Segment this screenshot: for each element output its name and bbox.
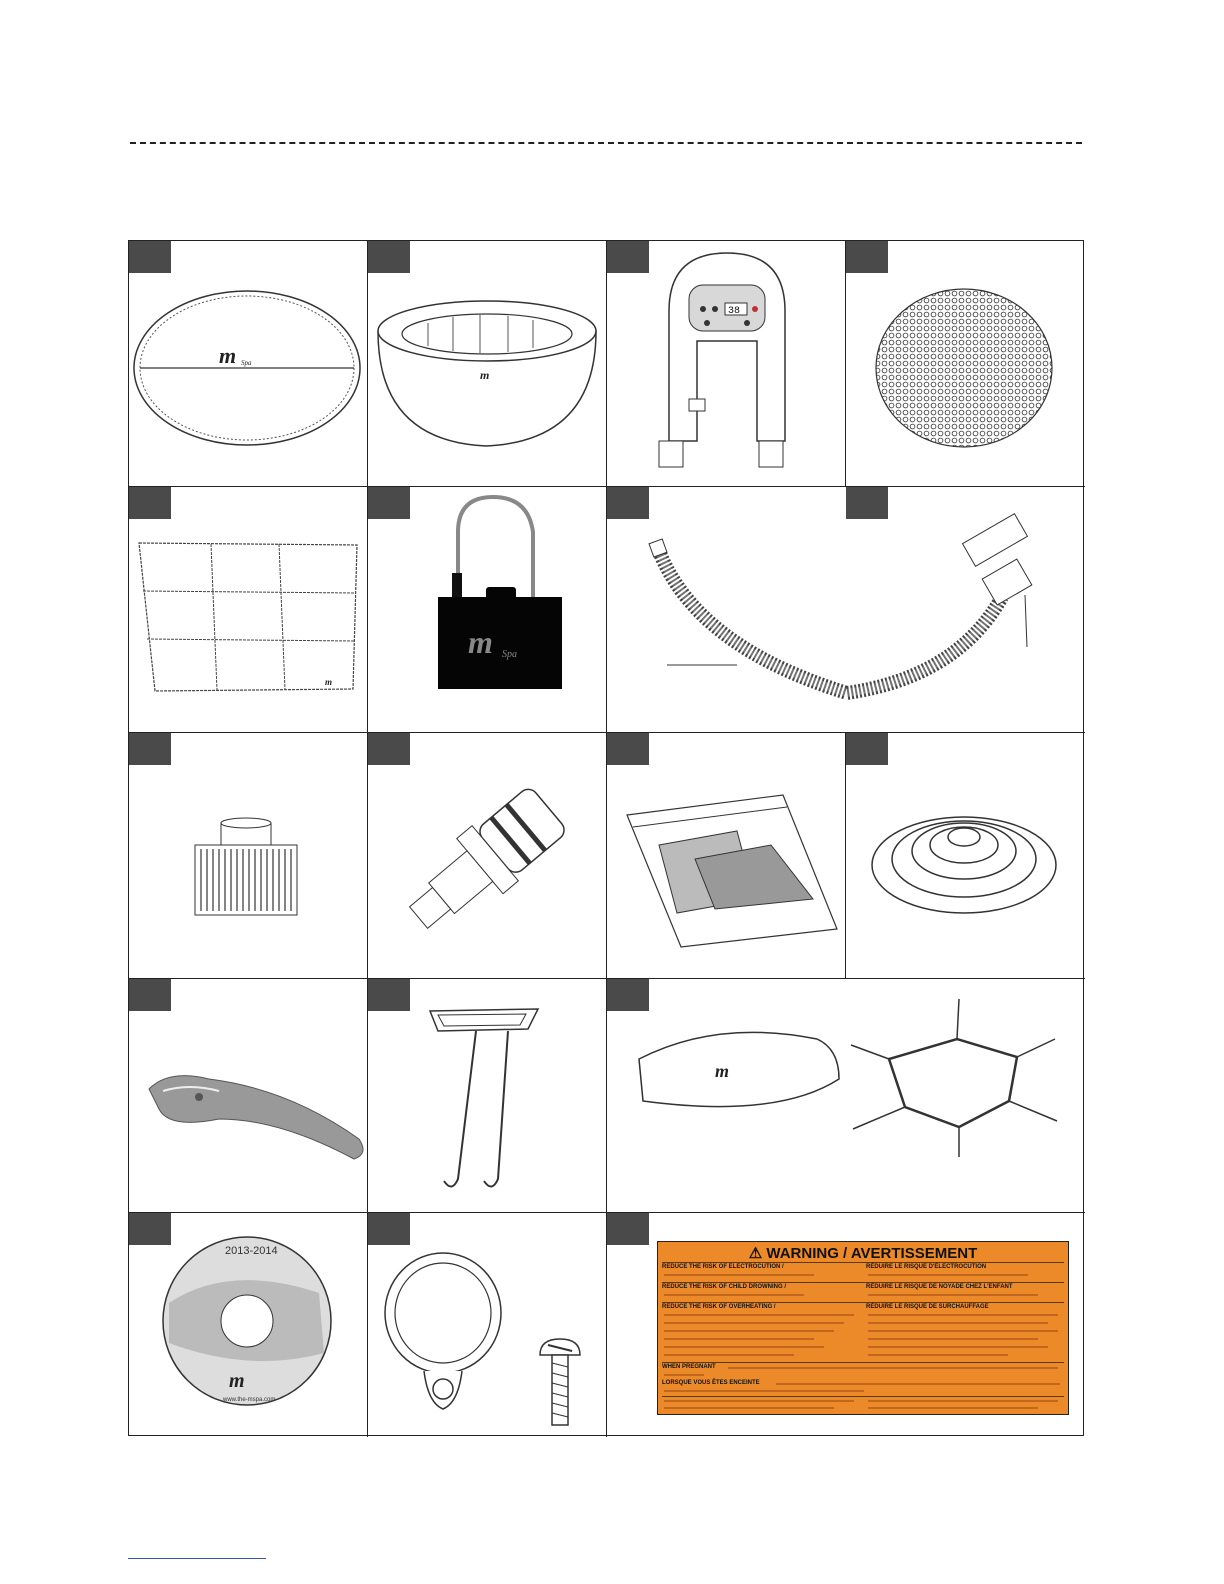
warning-fine-print <box>664 1346 824 1348</box>
part-number-tag <box>607 1213 649 1245</box>
warning-overheating-en: REDUCE THE RISK OF OVERHEATING / <box>662 1304 776 1310</box>
carry-bag-illustration <box>368 487 607 733</box>
svg-text:m: m <box>468 624 493 660</box>
warning-fine-print <box>664 1294 804 1296</box>
warning-divider <box>662 1262 1064 1263</box>
part-cell-control-unit <box>607 241 846 487</box>
warning-fine-print <box>664 1407 834 1409</box>
control-panel-display: 38 <box>728 306 741 317</box>
cover-hanger-illustration <box>368 979 607 1213</box>
warning-drowning-en: REDUCE THE RISK OF CHILD DROWNING / <box>662 1284 786 1290</box>
warning-fine-print <box>664 1354 794 1356</box>
part-cell-filter-cartridge <box>129 733 368 979</box>
floor-protector-illustration <box>129 487 368 733</box>
cover-ring-screw-illustration <box>368 1213 607 1437</box>
part-cell-valve-connector <box>368 733 607 979</box>
valve-connector-illustration <box>368 733 607 979</box>
part-cell-ground-mat <box>129 241 368 487</box>
warning-fine-print <box>868 1338 1038 1340</box>
warning-fine-print <box>868 1314 1058 1316</box>
warning-fine-print <box>664 1400 854 1402</box>
inflation-handle-illustration <box>129 979 368 1213</box>
warning-fine-print <box>664 1390 864 1392</box>
cd-year-label: 2013-2014 <box>225 1245 278 1257</box>
warning-fine-print <box>664 1374 704 1376</box>
part-cell-cd <box>129 1213 368 1437</box>
warning-electrocution-fr: RÉDUIRE LE RISQUE D'ÉLECTROCUTION <box>866 1264 987 1270</box>
svg-text:m: m <box>480 368 490 382</box>
parts-grid <box>128 240 1084 1436</box>
part-cell-inflation-handle <box>129 979 368 1213</box>
warning-fine-print <box>868 1346 1048 1348</box>
part-cell-carry-bag <box>368 487 607 733</box>
part-cell-air-valve-cap <box>846 733 1085 979</box>
warning-fine-print <box>868 1330 1058 1332</box>
spa-body-illustration <box>368 241 607 487</box>
filter-cartridge-illustration <box>129 733 368 979</box>
dashed-divider <box>130 142 1082 144</box>
warning-fine-print <box>664 1330 834 1332</box>
warning-triangle-icon: ⚠ <box>748 1245 767 1262</box>
warning-fine-print <box>868 1407 1038 1409</box>
warning-label <box>657 1241 1069 1415</box>
svg-text:Spa: Spa <box>502 649 517 660</box>
filter-mesh-illustration <box>846 241 1085 487</box>
cd-url-label: www.the-mspa.com <box>223 1397 276 1403</box>
warning-label-title: ⚠ WARNING / AVERTISSEMENT <box>748 1245 978 1262</box>
warning-fine-print <box>776 1383 1060 1385</box>
warning-drowning-fr: RÉDUIRE LE RISQUE DE NOYADE CHEZ L'ENFANT <box>866 1284 1013 1290</box>
part-cell-cover-hanger <box>368 979 607 1213</box>
part-cell-repair-kit <box>607 733 846 979</box>
svg-text:m: m <box>715 1061 730 1081</box>
warning-divider <box>662 1282 1064 1283</box>
warning-fine-print <box>728 1367 1058 1369</box>
warning-fine-print <box>868 1294 1038 1296</box>
warning-pregnant-fr: LORSQUE VOUS ÊTES ENCEINTE <box>662 1380 760 1386</box>
warning-fine-print <box>868 1322 1048 1324</box>
part-cell-warning-label <box>607 1213 1085 1437</box>
warning-divider <box>662 1302 1064 1303</box>
warning-fine-print <box>868 1354 1008 1356</box>
warning-fine-print <box>868 1400 1058 1402</box>
warning-overheating-fr: RÉDUIRE LE RISQUE DE SURCHAUFFAGE <box>866 1304 989 1310</box>
svg-text:m: m <box>219 343 237 368</box>
svg-text:m: m <box>229 1370 245 1392</box>
svg-text:m: m <box>325 677 333 687</box>
air-valve-cap-illustration <box>846 733 1085 979</box>
part-cell-inflation-hose <box>607 487 1085 733</box>
part-cell-floor-protector <box>129 487 368 733</box>
ground-mat-illustration <box>129 241 368 487</box>
footer-link-underline <box>128 1558 266 1559</box>
spa-cover-illustration <box>607 979 1085 1213</box>
warning-fine-print <box>664 1322 844 1324</box>
part-cell-filter-mesh <box>846 241 1085 487</box>
part-cell-spa-cover <box>607 979 1085 1213</box>
warning-electrocution-en: REDUCE THE RISK OF ELECTROCUTION / <box>662 1264 784 1270</box>
warning-divider <box>662 1396 1064 1397</box>
control-unit-illustration <box>607 241 846 487</box>
repair-kit-illustration <box>607 733 846 979</box>
warning-fine-print <box>868 1274 1028 1276</box>
part-cell-cover-ring-screw <box>368 1213 607 1437</box>
warning-fine-print <box>664 1274 814 1276</box>
part-cell-spa-body <box>368 241 607 487</box>
inflation-hose-illustration <box>607 487 1085 733</box>
warning-divider <box>662 1362 1064 1363</box>
svg-text:Spa: Spa <box>241 359 252 367</box>
warning-fine-print <box>664 1338 814 1340</box>
warning-pregnant-en: WHEN PREGNANT <box>662 1364 716 1370</box>
warning-fine-print <box>664 1314 854 1316</box>
